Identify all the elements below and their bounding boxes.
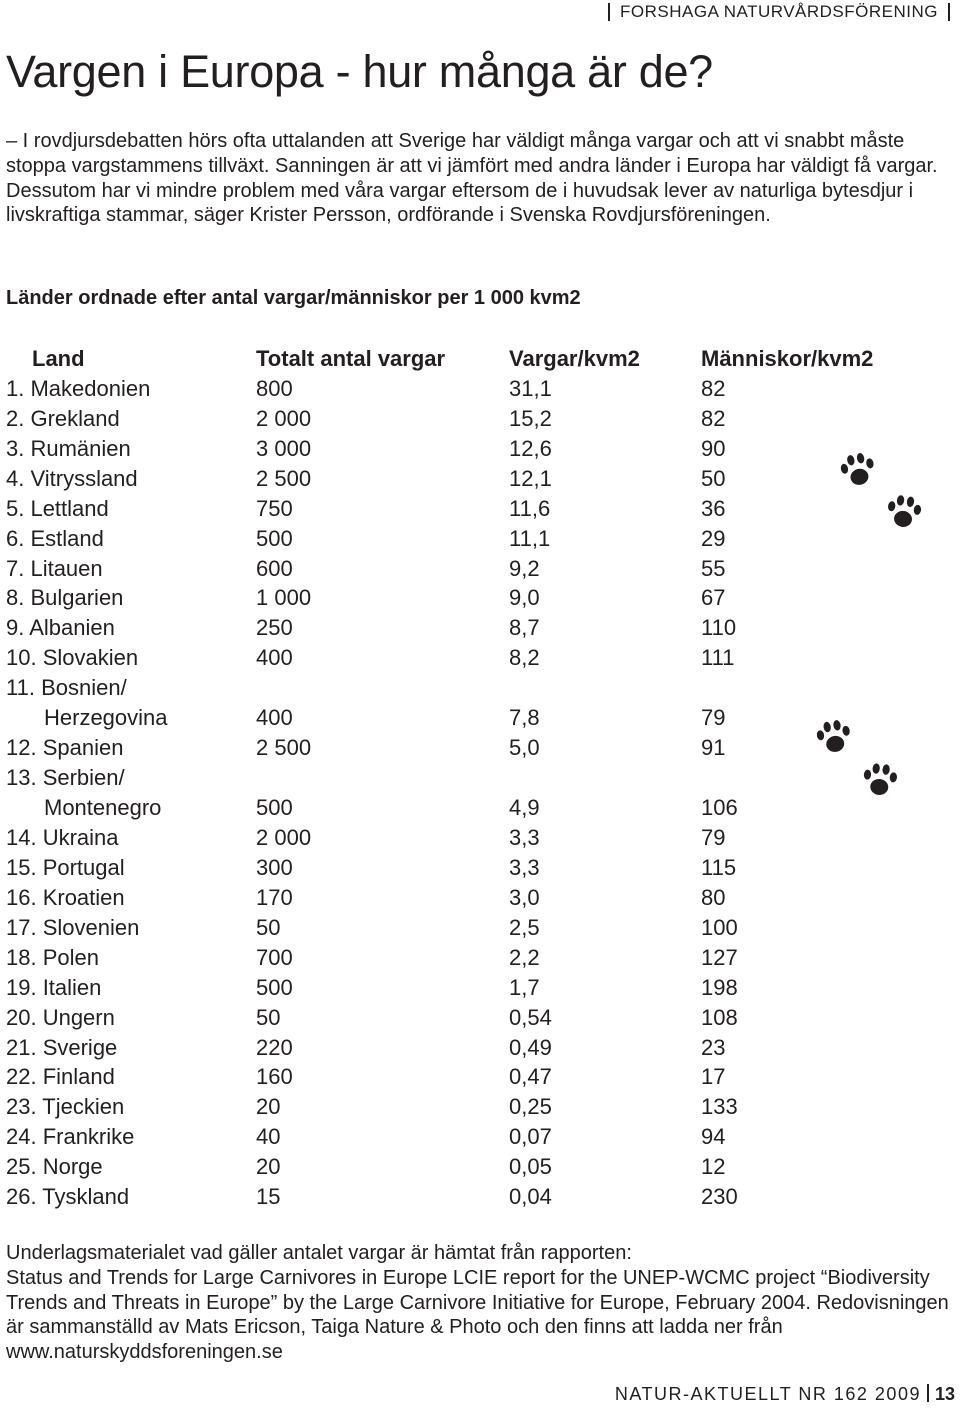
source-intro: Underlagsmaterialet vad gäller antalet vargar är hämtat från rapporten: xyxy=(6,1242,632,1264)
wolves-per-km2-cell: 4,9 xyxy=(509,795,540,821)
table-row xyxy=(6,584,906,614)
wolves-per-km2-cell: 0,25 xyxy=(509,1094,552,1120)
people-per-km2-cell: 23 xyxy=(701,1034,726,1060)
paw-print-icon xyxy=(834,446,881,493)
wolves-per-km2-cell: 9,2 xyxy=(509,555,540,581)
header-organization: FORSHAGA NATURVÅRDSFÖRENING xyxy=(608,3,950,21)
total-wolves-cell: 2 000 xyxy=(256,405,312,431)
wolves-per-km2-cell: 3,3 xyxy=(509,854,540,880)
table-row xyxy=(6,1152,906,1182)
country-cell: 3. Rumänien xyxy=(6,435,131,461)
wolves-per-km2-cell: 11,1 xyxy=(509,525,551,551)
country-cell: 19. Italien xyxy=(6,974,102,1000)
paw-print-icon xyxy=(858,758,902,802)
total-wolves-cell: 2 000 xyxy=(256,824,312,850)
total-wolves-cell: 400 xyxy=(256,705,293,731)
wolves-per-km2-cell: 0,07 xyxy=(509,1124,552,1150)
country-cell: 22. Finland xyxy=(6,1064,115,1090)
country-cell: 15. Portugal xyxy=(6,854,125,880)
source-note xyxy=(6,1241,960,1365)
country-cell: 6. Estland xyxy=(6,525,104,551)
people-per-km2-cell: 133 xyxy=(701,1094,738,1120)
table-row xyxy=(6,494,906,524)
wolves-per-km2-cell: 0,49 xyxy=(509,1034,552,1060)
country-cell: 12. Spanien xyxy=(6,735,124,761)
total-wolves-cell xyxy=(256,763,509,793)
country-cell: 17. Slovenien xyxy=(6,914,140,940)
people-per-km2-cell: 80 xyxy=(701,884,726,910)
country-cell: 18. Polen xyxy=(6,944,99,970)
total-wolves-cell xyxy=(256,673,509,703)
table-row xyxy=(6,554,906,584)
people-per-km2-cell: 55 xyxy=(701,555,726,581)
people-per-km2-cell: 111 xyxy=(701,645,735,671)
column-header-total-wolves: Totalt antal vargar xyxy=(256,345,446,371)
table-row xyxy=(6,883,906,913)
column-header-people-per-km2: Människor/kvm2 xyxy=(701,345,874,371)
people-per-km2-cell: 17 xyxy=(701,1064,726,1090)
table-row xyxy=(6,374,906,404)
total-wolves-cell: 800 xyxy=(256,375,293,401)
total-wolves-cell: 400 xyxy=(256,645,293,671)
wolves-per-km2-cell: 0,04 xyxy=(509,1184,552,1210)
people-per-km2-cell: 29 xyxy=(701,525,726,551)
wolves-per-km2-cell: 5,0 xyxy=(509,735,540,761)
total-wolves-cell: 220 xyxy=(256,1034,293,1060)
people-per-km2-cell: 79 xyxy=(701,705,726,731)
country-cell: 13. Serbien/ xyxy=(6,765,125,791)
total-wolves-cell: 500 xyxy=(256,795,293,821)
wolves-per-km2-cell: 8,2 xyxy=(509,645,540,671)
wolves-per-km2-cell: 12,6 xyxy=(509,435,552,461)
wolves-per-km2-cell: 3,3 xyxy=(509,824,540,850)
people-per-km2-cell: 82 xyxy=(701,405,726,431)
people-per-km2-cell: 198 xyxy=(701,974,738,1000)
table-row xyxy=(6,404,906,434)
people-per-km2-cell: 79 xyxy=(701,824,726,850)
table-heading: Länder ordnade efter antal vargar/människor per 1 000 kvm2 xyxy=(6,287,581,309)
total-wolves-cell: 170 xyxy=(256,884,293,910)
wolves-per-km2-cell: 3,0 xyxy=(509,884,540,910)
table-row xyxy=(6,1033,906,1063)
source-text: Status and Trends for Large Carnivores in Europe LCIE report for the UNEP-WCMC project “Biodiversity Trends and Threats in Europe” by the Large Carnivore Initiative for Europe, February 2004. Redovisningen är sammanställd av Mats Ericson, Taiga Nature & Photo och den finns att ladda ner från www.naturskyddsforeningen.se xyxy=(6,1266,949,1364)
total-wolves-cell: 750 xyxy=(256,495,293,521)
people-per-km2-cell: 36 xyxy=(701,495,726,521)
paw-print-icon xyxy=(811,714,857,760)
country-cell: 8. Bulgarien xyxy=(6,585,124,611)
country-cell: 16. Kroatien xyxy=(6,884,125,910)
total-wolves-cell: 250 xyxy=(256,615,293,641)
total-wolves-cell: 50 xyxy=(256,914,281,940)
people-per-km2-cell xyxy=(701,673,906,703)
column-header-wolves-per-km2: Vargar/kvm2 xyxy=(509,345,640,371)
table-row xyxy=(6,1092,906,1122)
page-footer xyxy=(615,1384,955,1404)
table-row xyxy=(6,613,906,643)
page-number: 13 xyxy=(934,1384,955,1404)
table-row xyxy=(6,464,906,494)
table-row xyxy=(6,643,906,673)
total-wolves-cell: 700 xyxy=(256,944,293,970)
wolves-per-km2-cell xyxy=(509,763,701,793)
wolves-per-km2-cell: 2,5 xyxy=(509,914,540,940)
table-row xyxy=(6,703,906,733)
total-wolves-cell: 600 xyxy=(256,555,293,581)
total-wolves-cell: 300 xyxy=(256,854,293,880)
country-cell: 7. Litauen xyxy=(6,555,103,581)
country-cell: 10. Slovakien xyxy=(6,645,139,671)
table-row xyxy=(6,763,906,793)
wolves-per-km2-cell: 0,54 xyxy=(509,1004,552,1030)
wolves-per-km2-cell: 7,8 xyxy=(509,705,540,731)
table-row xyxy=(6,1122,906,1152)
wolves-per-km2-cell: 0,05 xyxy=(509,1154,552,1180)
country-cell: 21. Sverige xyxy=(6,1034,118,1060)
people-per-km2-cell: 91 xyxy=(701,735,726,761)
table-row xyxy=(6,913,906,943)
table-row xyxy=(6,1003,906,1033)
table-row xyxy=(6,973,906,1003)
total-wolves-cell: 2 500 xyxy=(256,465,312,491)
people-per-km2-cell: 108 xyxy=(701,1004,738,1030)
people-per-km2-cell: 12 xyxy=(701,1154,726,1180)
table-row xyxy=(6,1182,906,1212)
wolves-per-km2-cell: 8,7 xyxy=(509,615,540,641)
total-wolves-cell: 2 500 xyxy=(256,735,312,761)
table-header-row xyxy=(6,344,906,374)
country-cell: 14. Ukraina xyxy=(6,824,119,850)
people-per-km2-cell: 82 xyxy=(701,375,726,401)
wolves-per-km2-cell: 9,0 xyxy=(509,585,540,611)
people-per-km2-cell: 110 xyxy=(701,615,737,641)
people-per-km2-cell: 90 xyxy=(701,435,726,461)
intro-paragraph: – I rovdjursdebatten hörs ofta uttalanden att Sverige har väldigt många vargar och att vi snabbt måste stoppa vargstammens tillväxt. Sanningen är att vi jämfört med andra länder i Europa har väldigt få vargar. Dessutom har vi mindre problem med våra vargar eftersom de i huvudsak lever av naturliga bytesdjur i livskraftiga stammar, säger Krister Persson, ordförande i Svenska Rovdjursföreningen. xyxy=(6,130,938,227)
country-cell: 11. Bosnien/ xyxy=(6,675,127,701)
people-per-km2-cell: 94 xyxy=(701,1124,726,1150)
people-per-km2-cell: 230 xyxy=(701,1184,738,1210)
total-wolves-cell: 15 xyxy=(256,1184,281,1210)
total-wolves-cell: 3 000 xyxy=(256,435,312,461)
total-wolves-cell: 1 000 xyxy=(256,585,312,611)
wolves-per-km2-cell: 31,1 xyxy=(509,375,552,401)
country-cell: 25. Norge xyxy=(6,1154,103,1180)
publication-name: NATUR-AKTUELLT NR 162 2009 xyxy=(614,1384,921,1404)
country-cell: 1. Makedonien xyxy=(6,375,151,401)
table-row xyxy=(6,1063,906,1093)
country-cell: 20. Ungern xyxy=(6,1004,115,1030)
people-per-km2-cell: 50 xyxy=(701,465,726,491)
table-row xyxy=(6,823,906,853)
country-cell: 4. Vitryssland xyxy=(6,465,138,491)
page-title: Vargen i Europa - hur många är de? xyxy=(6,46,713,97)
total-wolves-cell: 500 xyxy=(256,974,293,1000)
total-wolves-cell: 20 xyxy=(256,1094,281,1120)
people-per-km2-cell: 115 xyxy=(701,854,737,880)
wolf-statistics-table xyxy=(6,344,906,1212)
total-wolves-cell: 20 xyxy=(256,1154,281,1180)
total-wolves-cell: 40 xyxy=(256,1124,281,1150)
total-wolves-cell: 50 xyxy=(256,1004,281,1030)
total-wolves-cell: 160 xyxy=(256,1064,293,1090)
country-cell: 9. Albanien xyxy=(6,615,115,641)
table-row xyxy=(6,793,906,823)
table-row xyxy=(6,733,906,763)
footer-divider xyxy=(927,1384,929,1402)
table-row xyxy=(6,524,906,554)
column-header-land: Land xyxy=(32,345,85,371)
country-cell: 26. Tyskland xyxy=(6,1184,130,1210)
country-cell: Herzegovina xyxy=(44,705,168,731)
people-per-km2-cell: 100 xyxy=(701,914,738,940)
wolves-per-km2-cell: 11,6 xyxy=(509,495,551,521)
people-per-km2-cell: 127 xyxy=(701,944,738,970)
country-cell: 5. Lettland xyxy=(6,495,109,521)
wolves-per-km2-cell: 1,7 xyxy=(509,974,540,1000)
table-row xyxy=(6,853,906,883)
table-row xyxy=(6,673,906,703)
country-cell: 23. Tjeckien xyxy=(6,1094,125,1120)
wolves-per-km2-cell: 12,1 xyxy=(509,465,552,491)
country-cell: 24. Frankrike xyxy=(6,1124,135,1150)
table-row xyxy=(6,434,906,464)
total-wolves-cell: 500 xyxy=(256,525,293,551)
country-cell: Montenegro xyxy=(44,795,162,821)
table-row xyxy=(6,943,906,973)
wolves-per-km2-cell xyxy=(509,673,701,703)
paw-print-icon xyxy=(881,489,926,534)
table-body xyxy=(6,374,906,1212)
people-per-km2-cell: 67 xyxy=(701,585,726,611)
wolves-per-km2-cell: 2,2 xyxy=(509,944,540,970)
country-cell: 2. Grekland xyxy=(6,405,120,431)
people-per-km2-cell: 106 xyxy=(701,795,738,821)
wolves-per-km2-cell: 15,2 xyxy=(509,405,552,431)
wolves-per-km2-cell: 0,47 xyxy=(509,1064,552,1090)
